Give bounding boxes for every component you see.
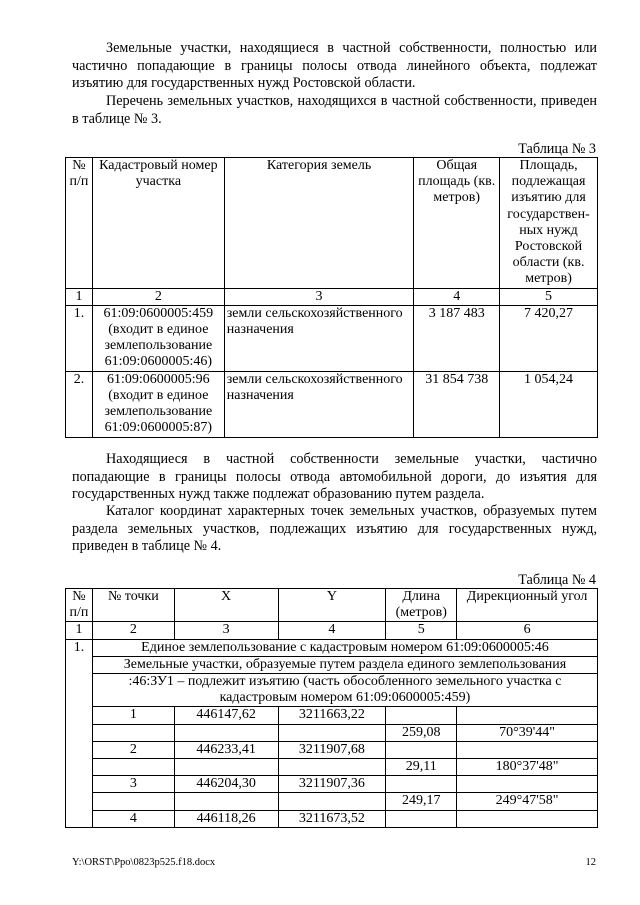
direction-angle: 249°47'58" [457,793,598,810]
header-cell: Дирекционный угол [457,589,598,622]
land-category: земли сельскохозяйственного назначения [224,305,414,371]
table-row [66,793,598,810]
angle-cell [457,776,598,793]
table-row [66,776,598,793]
table-header-row [66,589,598,622]
length-cell [386,776,457,793]
table-row [66,810,598,827]
column-number: 1 [66,622,93,639]
cadastral-number: 61:09:0600005:459 (входит в единое землепользование 61:09:0600005:46) [92,305,224,371]
table-4-caption: Таблица № 4 [518,572,596,588]
table-header-row [66,158,598,289]
land-category: земли сельскохозяйственного назначения [224,371,414,437]
coord-y: 3211663,22 [278,707,386,724]
length-cell [386,810,457,827]
column-number: 5 [500,288,598,305]
paragraph-4: Каталог координат характерных точек земельных участков, образуемых путем раздела земельных участков, подлежащих изъятию для государственных нужд, приведен в таблице № 4. [72,503,597,554]
coord-x [174,759,278,776]
length-cell [386,741,457,758]
angle-cell [457,707,598,724]
file-path: Y:\ORST\Ppo\0823p525.f18.docx [72,857,216,868]
column-number: 3 [174,622,278,639]
segment-length: 29,11 [386,759,457,776]
column-number-row [66,622,598,639]
header-cell: Y [278,589,386,622]
table-row [66,674,598,707]
point-number: 2 [92,741,174,758]
coord-x: 446147,62 [174,707,278,724]
page-number: 12 [585,857,596,868]
column-number: 2 [92,622,174,639]
header-cell: Площадь, подлежащая изъятию для государствен-ных нужд Ростовской области (кв. метров) [500,158,598,289]
column-number: 4 [278,622,386,639]
header-cell: Кадастровый номер участка [92,158,224,289]
column-number: 2 [92,288,224,305]
row-number: 1. [66,305,93,371]
column-number: 6 [457,622,598,639]
column-number: 3 [224,288,414,305]
coord-x: 446233,41 [174,741,278,758]
table-row [66,724,598,741]
column-number-row [66,288,598,305]
header-cell: Длина (метров) [386,589,457,622]
length-cell [386,707,457,724]
table-row [66,639,598,656]
total-area: 3 187 483 [414,305,500,371]
angle-cell [457,741,598,758]
header-cell: Категория земель [224,158,414,289]
direction-angle: 70°39'44" [457,724,598,741]
point-number: 1 [92,707,174,724]
coord-x: 446204,30 [174,776,278,793]
header-cell: № п/п [66,158,93,289]
coord-y: 3211907,36 [278,776,386,793]
partition-heading: Земельные участки, образуемые путем раздела единого землепользования [92,656,597,673]
angle-cell [457,810,598,827]
table-row [66,741,598,758]
table-row [66,759,598,776]
point-number [92,759,174,776]
total-area: 31 854 738 [414,371,500,437]
table-3 [65,157,598,438]
coord-x [174,724,278,741]
column-number: 1 [66,288,93,305]
segment-length: 259,08 [386,724,457,741]
column-number: 4 [414,288,500,305]
direction-angle: 180°37'48" [457,759,598,776]
withdrawal-area: 7 420,27 [500,305,598,371]
table-3-caption: Таблица № 3 [518,141,596,157]
table-4 [65,588,598,828]
cadastral-number: 61:09:0600005:96 (входит в единое землепользование 61:09:0600005:87) [92,371,224,437]
row-number: 1. [66,639,93,827]
table-row [66,371,598,437]
withdrawal-area: 1 054,24 [500,371,598,437]
parcel-heading: :46:ЗУ1 – подлежит изъятию (часть обособленного земельного участка с кадастровым номером 61:09:0600005:459) [92,674,597,707]
column-number: 5 [386,622,457,639]
header-cell: X [174,589,278,622]
coord-y [278,793,386,810]
coord-y [278,724,386,741]
header-cell: № точки [92,589,174,622]
table-row [66,305,598,371]
point-number [92,793,174,810]
coord-y: 3211673,52 [278,810,386,827]
coord-x: 446118,26 [174,810,278,827]
table-row [66,707,598,724]
coord-y [278,759,386,776]
segment-length: 249,17 [386,793,457,810]
point-number: 3 [92,776,174,793]
table-row [66,656,598,673]
paragraph-1: Земельные участки, находящиеся в частной собственности, полностью или частично попадающие в границы полосы отвода линейного объекта, подлежат изъятию для государственных нужд Ростовской области. [72,40,597,91]
point-number [92,724,174,741]
row-number: 2. [66,371,93,437]
point-number: 4 [92,810,174,827]
header-cell: № п/п [66,589,93,622]
header-cell: Общая площадь (кв. метров) [414,158,500,289]
paragraph-3: Находящиеся в частной собственности земельные участки, частично попадающие в границы полосы отвода автомобильной дороги, до изъятия для государственных нужд также подлежат образованию путем раздела. [72,451,597,502]
paragraph-2: Перечень земельных участков, находящихся в частной собственности, приведен в таблице № 3. [72,93,597,127]
coord-y: 3211907,68 [278,741,386,758]
land-use-heading: Единое землепользование с кадастровым номером 61:09:0600005:46 [92,639,597,656]
coord-x [174,793,278,810]
